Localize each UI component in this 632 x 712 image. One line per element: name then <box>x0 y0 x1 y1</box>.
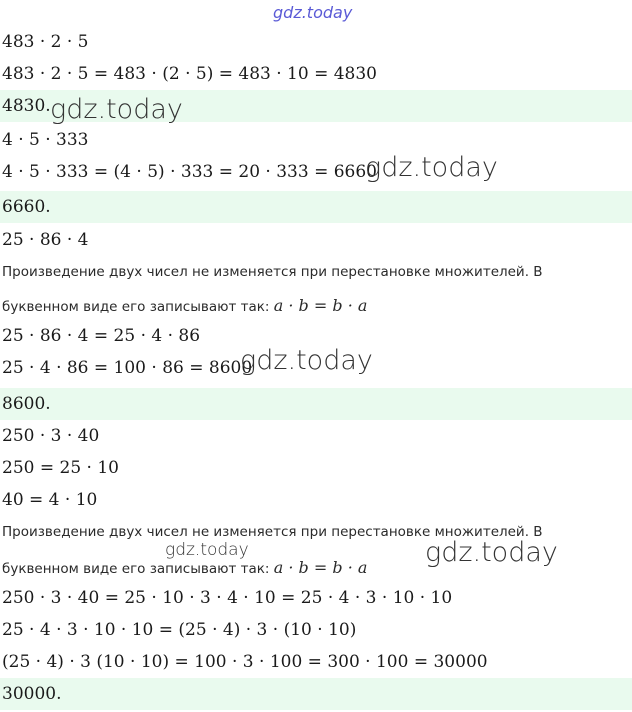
answer-1: 4830. <box>0 90 632 122</box>
rule-formula-1: a · b = b · a <box>273 296 368 315</box>
watermark-4: gdz.today <box>165 540 249 560</box>
solution-3b: 25 · 4 · 86 = 100 · 86 = 8600 <box>2 358 253 378</box>
watermark-1: gdz.today <box>50 94 183 125</box>
answer-4: 30000. <box>0 678 632 710</box>
rule-text-1b-label: буквенном виде его записывают так: <box>2 299 270 315</box>
expression-2: 4 · 5 · 333 <box>2 130 89 150</box>
solution-2: 4 · 5 · 333 = (4 · 5) · 333 = 20 · 333 = 6660 <box>2 162 377 182</box>
solution-4a: 250 · 3 · 40 = 25 · 10 · 3 · 4 · 10 = 25 · 4 · 3 · 10 · 10 <box>2 588 453 608</box>
solution-1: 483 · 2 · 5 = 483 · (2 · 5) = 483 · 10 = 4830 <box>2 64 377 84</box>
rule-text-2a: Произведение двух чисел не изменяется при перестановке множителей. В <box>2 524 543 540</box>
decompose-250: 250 = 25 · 10 <box>2 458 119 478</box>
rule-formula-2: a · b = b · a <box>273 558 368 577</box>
expression-4: 250 · 3 · 40 <box>2 426 100 446</box>
solution-4b: 25 · 4 · 3 · 10 · 10 = (25 · 4) · 3 · (10 · 10) <box>2 620 357 640</box>
watermark-2: gdz.today <box>365 152 498 183</box>
watermark-top: gdz.today <box>273 3 353 22</box>
rule-text-2b-label: буквенном виде его записывают так: <box>2 561 270 577</box>
watermark-5: gdz.today <box>425 537 558 568</box>
solution-4c: (25 · 4) · 3 (10 · 10) = 100 · 3 · 100 = 300 · 100 = 30000 <box>2 652 488 672</box>
watermark-3: gdz.today <box>240 345 373 376</box>
answer-3: 8600. <box>0 388 632 420</box>
answer-2: 6660. <box>0 191 632 223</box>
decompose-40: 40 = 4 · 10 <box>2 490 98 510</box>
expression-1: 483 · 2 · 5 <box>2 32 89 52</box>
rule-text-1a: Произведение двух чисел не изменяется при перестановке множителей. В <box>2 264 543 280</box>
expression-3: 25 · 86 · 4 <box>2 230 89 250</box>
solution-3a: 25 · 86 · 4 = 25 · 4 · 86 <box>2 326 201 346</box>
rule-text-1b <box>0 296 632 315</box>
